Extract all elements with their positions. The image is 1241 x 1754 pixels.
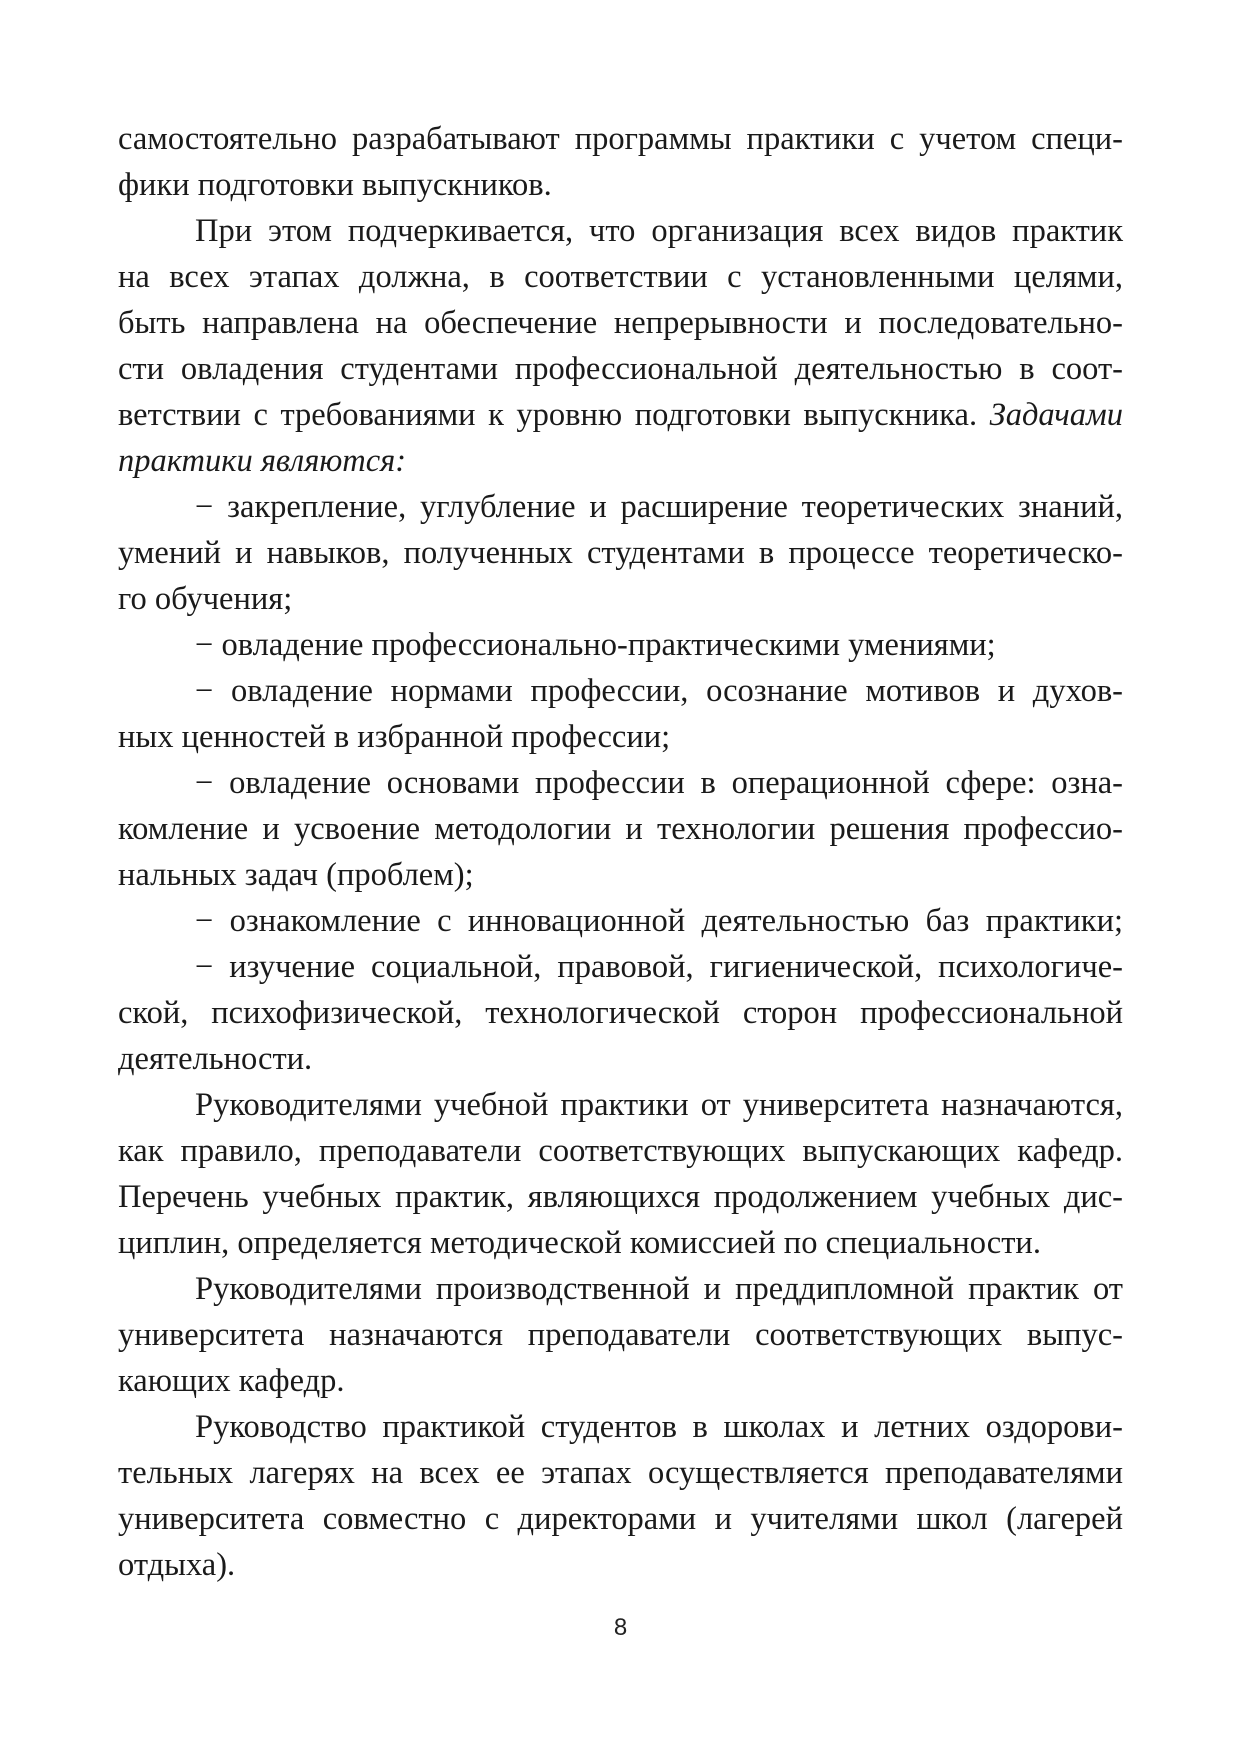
list-item (118, 898, 1123, 944)
text-line: деятельности. (118, 1041, 313, 1077)
paragraph-continuation (118, 116, 1123, 208)
text-line: − закрепление, углубление и расширение теоретических знаний, (195, 489, 1123, 525)
text-line: Руководителями производственной и преддипломной практик от (195, 1271, 1123, 1307)
text-line: умений и навыков, полученных студентами в процессе теоретическо- (118, 535, 1123, 571)
paragraph-practice-organization (118, 208, 1123, 484)
text-line: Перечень учебных практик, являющихся продолжением учебных дис- (118, 1179, 1123, 1215)
italic-term: Задачами (989, 397, 1123, 433)
text-line: на всех этапах должна, в соответствии с установленными целями, (118, 259, 1123, 295)
text-line: университета назначаются преподаватели соответствующих выпус- (118, 1317, 1123, 1353)
text-line: тельных лагерях на всех ее этапах осуществляется преподавателями (118, 1455, 1123, 1491)
page-number: 8 (613, 1614, 628, 1641)
text-line: − изучение социальной, правовой, гигиенической, психологиче- (195, 949, 1123, 985)
text-line: как правило, преподаватели соответствующих выпускающих кафедр. (118, 1133, 1123, 1169)
text-line: Руководство практикой студентов в школах и летних оздорови- (195, 1409, 1123, 1445)
text-line: Руководителями учебной практики от университета назначаются, (195, 1087, 1123, 1123)
text-segment: ветствии с требованиями к уровню подготовки выпускника. (118, 397, 978, 433)
text-line: отдыха). (118, 1547, 236, 1583)
text-line: ных ценностей в избранной профессии; (118, 719, 671, 755)
italic-heading: практики являются: (118, 443, 407, 479)
text-line: нальных задач (проблем); (118, 857, 474, 893)
text-line: ской, психофизической, технологической сторон профессиональной (118, 995, 1123, 1031)
text-line: кающих кафедр. (118, 1363, 345, 1399)
page-body (118, 116, 1123, 1588)
text-line: фики подготовки выпускников. (118, 167, 552, 203)
text-line: комление и усвоение методологии и технологии решения профессио- (118, 811, 1123, 847)
text-line (118, 392, 1123, 438)
list-item (118, 622, 1123, 668)
list-item (118, 668, 1123, 760)
list-item (118, 944, 1123, 1082)
paragraph-production-supervisors (118, 1266, 1123, 1404)
text-line: университета совместно с директорами и учителями школ (лагерей (118, 1501, 1123, 1537)
text-line: При этом подчеркивается, что организация всех видов практик (195, 213, 1123, 249)
paragraph-educational-supervisors (118, 1082, 1123, 1266)
text-line: го обучения; (118, 581, 293, 617)
text-line: циплин, определяется методической комиссией по специальности. (118, 1225, 1041, 1261)
text-line: самостоятельно разрабатывают программы практики с учетом специ- (118, 121, 1123, 157)
text-line: быть направлена на обеспечение непрерывности и последовательно- (118, 305, 1123, 341)
text-line: − овладение основами профессии в операционной сфере: озна- (195, 765, 1123, 801)
paragraph-school-practice (118, 1404, 1123, 1588)
list-item (118, 484, 1123, 622)
text-line: − овладение нормами профессии, осознание мотивов и духов- (195, 673, 1123, 709)
text-line: − ознакомление с инновационной деятельностью баз практики; (195, 903, 1123, 939)
list-item (118, 760, 1123, 898)
text-line: сти овладения студентами профессиональной деятельностью в соот- (118, 351, 1123, 387)
text-line: − овладение профессионально-практическими умениями; (195, 627, 996, 663)
